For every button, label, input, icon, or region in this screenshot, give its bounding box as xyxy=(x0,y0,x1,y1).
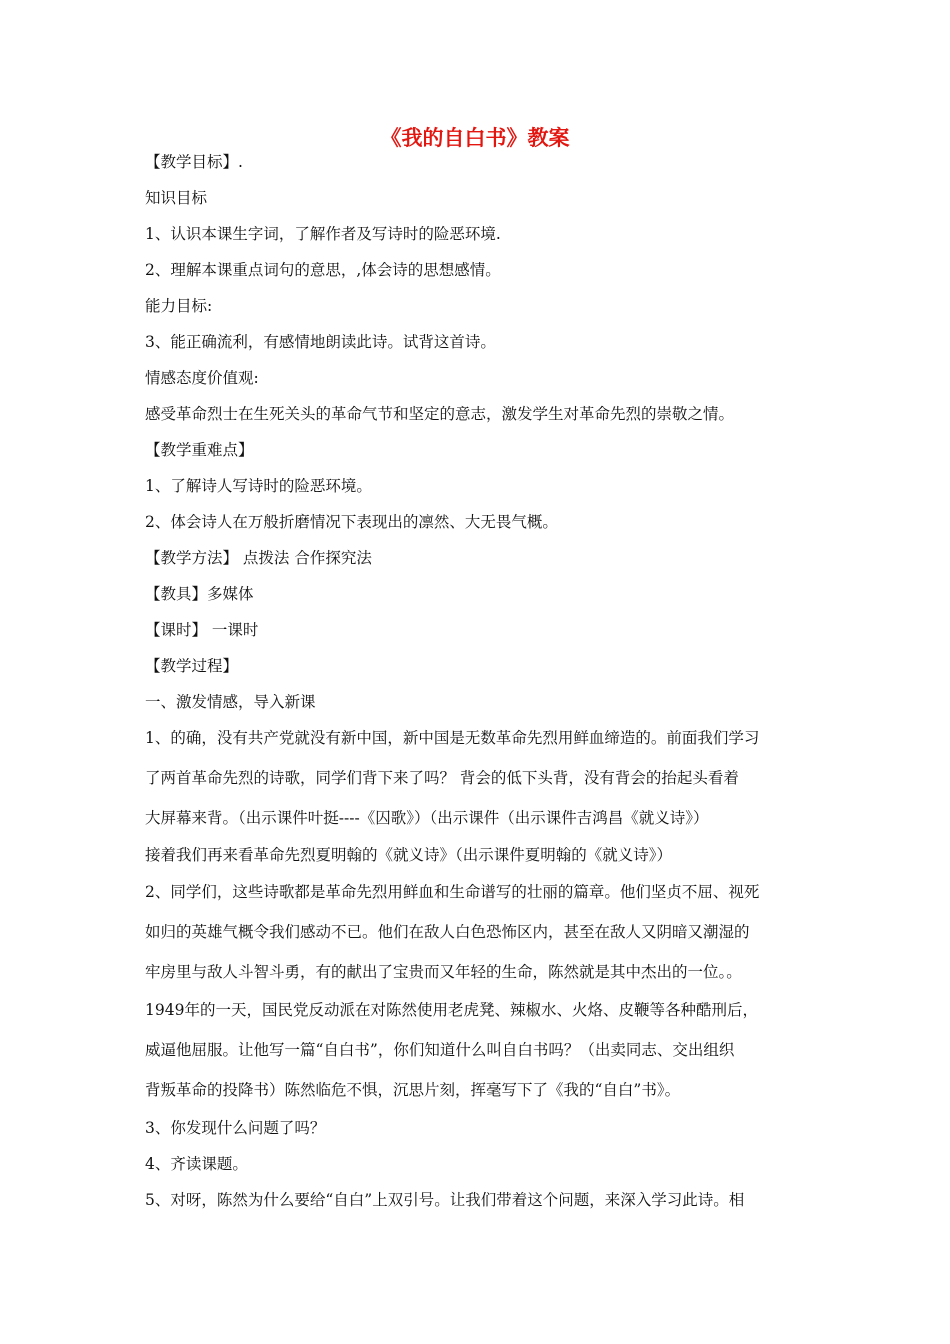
paragraph-line: 1、了解诗人写诗时的险恶环境。 xyxy=(145,477,372,495)
section-heading-key-points: 【教学重难点】 xyxy=(145,441,254,459)
paragraph-line: 4、齐读课题。 xyxy=(145,1155,248,1173)
paragraph-line: 3、能正确流利，有感情地朗读此诗。试背这首诗。 xyxy=(145,333,496,351)
section-heading-teaching-goals: 【教学目标】. xyxy=(145,153,243,171)
paragraph-line: 1、认识本课生字词，了解作者及写诗时的险恶环境. xyxy=(145,225,501,243)
section-heading-teaching-aids: 【教具】多媒体 xyxy=(145,585,254,603)
document-title: 《我的自白书》教案 xyxy=(380,126,570,150)
paragraph-line: 背叛革命的投降书）陈然临危不惧，沉思片刻，挥毫写下了《我的“自白”书》。 xyxy=(145,1081,681,1099)
subheading-ability-goals: 能力目标: xyxy=(145,297,213,315)
paragraph-line: 5、对呀，陈然为什么要给“自白”上双引号。让我们带着这个问题，来深入学习此诗。相 xyxy=(145,1191,745,1209)
paragraph-line: 1、的确，没有共产党就没有新中国，新中国是无数革命先烈用鲜血缔造的。前面我们学习 xyxy=(145,729,760,747)
paragraph-line: 威逼他屈服。让他写一篇“自白书”，你们知道什么叫自白书吗？（出卖同志、交出组织 xyxy=(145,1041,735,1059)
paragraph-line: 大屏幕来背。（出示课件叶挺----《囚歌》）（出示课件（出示课件吉鸿昌《就义诗》） xyxy=(145,809,709,827)
paragraph-line: 感受革命烈士在生死关头的革命气节和坚定的意志，激发学生对革命先烈的崇敬之情。 xyxy=(145,405,735,423)
paragraph-line: 了两首革命先烈的诗歌，同学们背下来了吗？ 背会的低下头背，没有背会的抬起头看着 xyxy=(145,769,739,787)
paragraph-line: 牢房里与敌人斗智斗勇，有的献出了宝贵而又年轻的生命，陈然就是其中杰出的一位。。 xyxy=(145,963,742,981)
paragraph-line: 2、体会诗人在万般折磨情况下表现出的凛然、大无畏气概。 xyxy=(145,513,558,531)
paragraph-line: 如归的英雄气概令我们感动不已。他们在敌人白色恐怖区内，甚至在敌人又阴暗又潮湿的 xyxy=(145,923,750,941)
subheading-attitude-values: 情感态度价值观: xyxy=(145,369,259,387)
section-heading-teaching-process: 【教学过程】 xyxy=(145,657,239,675)
paragraph-line: 2、同学们，这些诗歌都是革命先烈用鲜血和生命谱写的壮丽的篇章。他们坚贞不屈、视死 xyxy=(145,883,760,901)
subheading-knowledge-goals: 知识目标 xyxy=(145,189,208,207)
paragraph-line: 3、你发现什么问题了吗？ xyxy=(145,1119,326,1137)
paragraph-line: 2、理解本课重点词句的意思，,体会诗的思想感情。 xyxy=(145,261,501,279)
paragraph-line: 1949年的一天，国民党反动派在对陈然使用老虎凳、辣椒水、火烙、皮鞭等各种酷刑后， xyxy=(145,1001,758,1019)
section-heading-class-hours: 【课时】 一课时 xyxy=(145,621,259,639)
subheading-part-one: 一、激发情感，导入新课 xyxy=(145,693,316,711)
section-heading-methods: 【教学方法】 点拨法 合作探究法 xyxy=(145,549,372,567)
paragraph-line: 接着我们再来看革命先烈夏明翰的《就义诗》（出示课件夏明翰的《就义诗》） xyxy=(145,846,673,864)
